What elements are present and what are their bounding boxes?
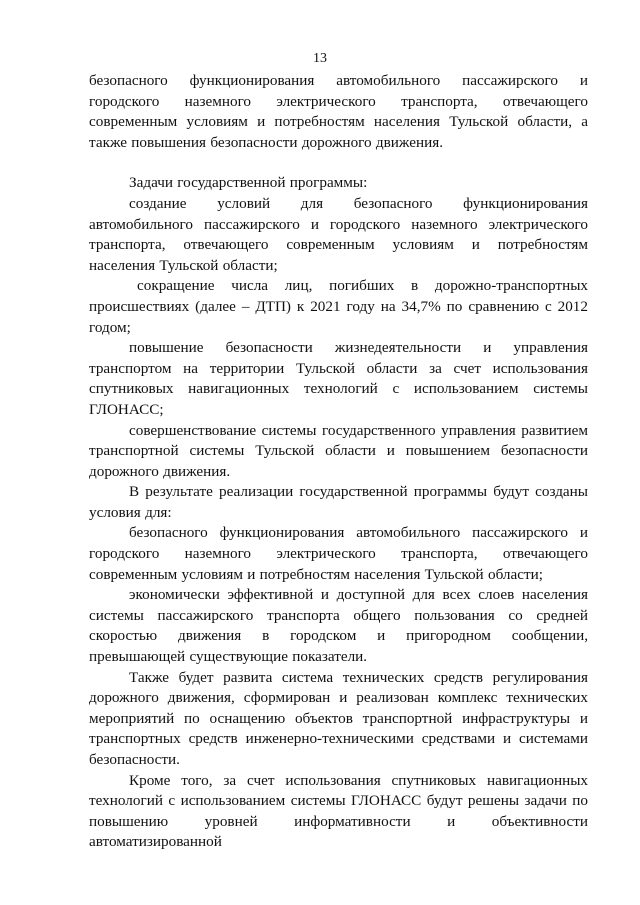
document-body [89, 71, 588, 853]
paragraph-intro-continuation: безопасного функционирования автомобильного пассажирского и городского наземного электрического транспорта, отвечающего современным условиям и потребностям населения Тульской области, а также повышения безопасности дорожного движения. [89, 72, 588, 151]
paragraph-glonass: Кроме того, за счет использования спутниковых навигационных технологий с использованием системы ГЛОНАСС будут решены задачи по повышению уровней информативности и объективности автоматизированной [89, 771, 588, 851]
paragraph-result-functioning: безопасного функционирования автомобильного пассажирского и городского наземного электрического транспорта, отвечающего современным условиям и потребностям населения Тульской области; [89, 524, 588, 583]
paragraph-task-reduction: сокращение числа лиц, погибших в дорожно-транспортных происшествиях (далее – ДТП) к 2021 году на 34,7% по сравнению с 2012 годом; [89, 277, 588, 336]
paragraph-task-improvement: совершенствование системы государственного управления развитием транспортной системы Тульской области и повышением безопасности дорожного движения. [89, 421, 588, 480]
page-number: 13 [313, 51, 327, 66]
paragraph-task-conditions: создание условий для безопасного функционирования автомобильного пассажирского и городского наземного электрического транспорта, отвечающего современным условиям и потребностям населения Тульской области; [89, 194, 588, 274]
paragraph-technical-means: Также будет развита система технических средств регулирования дорожного движения, сформирован и реализован комплекс технических мероприятий по оснащению объектов транспортной инфраструктуры и транспортных средств инженерно-техническими средствами и системами безопасности. [89, 668, 588, 768]
paragraph-result-economic: экономически эффективной и доступной для всех слоев населения системы пассажирского транспорта общего пользования со средней скоростью движения в городском и пригородном сообщении, превышающей существующие показатели. [89, 586, 588, 666]
paragraph-task-safety: повышение безопасности жизнедеятельности и управления транспортом на территории Тульской области за счет использования спутниковых навигационных технологий с использованием системы ГЛОНАСС; [89, 339, 588, 418]
paragraph-results-heading: В результате реализации государственной программы будут созданы условия для: [89, 483, 588, 521]
paragraph-tasks-heading: Задачи государственной программы: [129, 174, 368, 192]
